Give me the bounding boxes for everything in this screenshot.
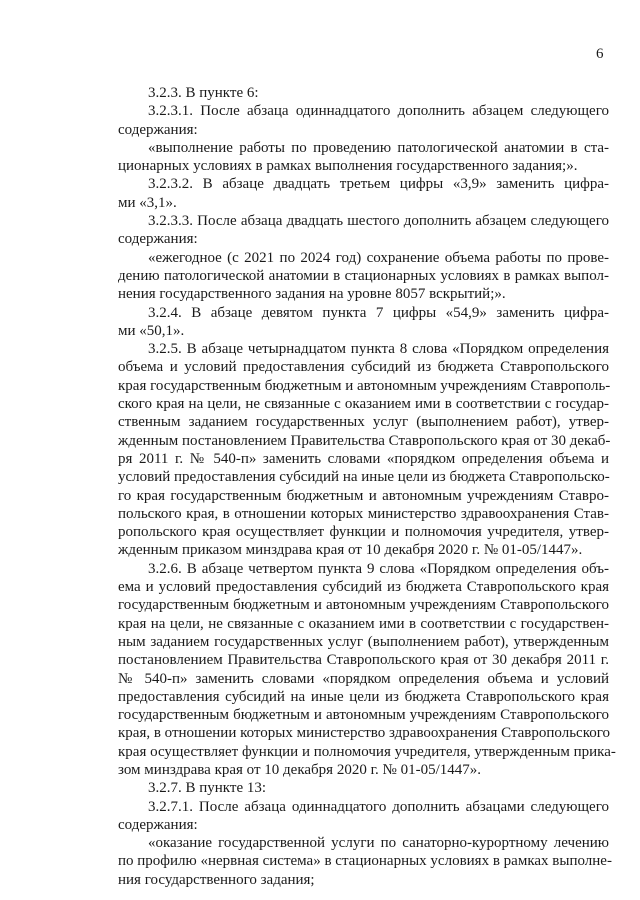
text-line: края государственным бюджетным и автономным учреждениям Ставрополь- — [118, 377, 611, 394]
text-line: ным заданием государственных услуг (выполнением работ), утвержденным — [118, 633, 609, 650]
text-line: содержания: — [118, 121, 198, 138]
text-line: дению патологической анатомии в стационарных условиях в рамках выпол- — [118, 267, 609, 284]
text-line: 3.2.4. В абзаце девятом пункта 7 цифры «54,9» заменить цифра- — [148, 304, 609, 321]
text-line: государственным бюджетным и автономным учреждениям Ставропольского — [118, 597, 609, 614]
text-line: 3.2.3.1. После абзаца одиннадцатого дополнить абзацем следующего — [148, 103, 609, 120]
text-line: содержания: — [118, 816, 198, 833]
text-line: 3.2.7.1. После абзаца одиннадцатого дополнить абзацами следующего — [148, 798, 609, 815]
text-line: ния государственного задания; — [118, 871, 315, 888]
text-line: 3.2.7. В пункте 13: — [148, 780, 267, 797]
text-line: края осуществляет функции и полномочия учредителя, утвержденным прика- — [118, 743, 616, 760]
text-line: содержания: — [118, 231, 198, 248]
text-line: государственным бюджетным и автономным учреждениям Ставропольского — [118, 707, 609, 724]
text-line: ционарных условиях в рамках выполнения государственного задания;». — [118, 158, 578, 175]
text-line: 3.2.6. В абзаце четвертом пункта 9 слова «Порядком определения объ- — [148, 560, 609, 577]
text-line: ского края на цели, не связанные с оказанием ими в соответствии с государ- — [118, 396, 609, 413]
text-line: 3.2.3.3. После абзаца двадцать шестого дополнить абзацем следующего — [148, 213, 609, 230]
text-line: 3.2.5. В абзаце четырнадцатом пункта 8 слова «Порядком определения — [148, 341, 609, 358]
text-line: 3.2.3.2. В абзаце двадцать третьем цифры «3,9» заменить цифра- — [148, 176, 609, 193]
page-number: 6 — [596, 46, 604, 62]
text-line: условий предоставления субсидий на иные цели из бюджета Ставропольско- — [118, 469, 610, 486]
text-line: № 540-п» заменить словами «порядком определения объема и условий — [118, 670, 609, 687]
text-line: края, в отношении которых министерство здравоохранения Ставропольского — [118, 725, 611, 742]
document-body — [118, 84, 616, 889]
text-line: ми «50,1». — [118, 322, 185, 339]
text-line: «ежегодное (с 2021 по 2024 год) сохранение объема работы по прове- — [148, 249, 609, 266]
text-line: жденным приказом минздрава края от 10 декабря 2020 г. № 01-05/1447». — [118, 542, 583, 559]
text-line: ми «3,1». — [118, 194, 177, 211]
text-line: жденным постановлением Правительства Ставропольского края от 30 декаб- — [118, 432, 611, 449]
text-line: ря 2011 г. № 540-п» заменить словами «порядком определения объема и — [118, 450, 609, 467]
text-line: зом минздрава края от 10 декабря 2020 г. № 01-05/1447». — [118, 761, 482, 778]
text-line: «оказание государственной услуги по санаторно-курортному лечению — [148, 835, 609, 852]
text-line: польского края, в отношении которых министерство здравоохранения Став- — [118, 505, 609, 522]
text-line: ственным заданием государственных услуг (выполнением работ), утвер- — [118, 414, 609, 431]
text-line: края на цели, не связанные с оказанием ими в соответствии с государствен- — [118, 615, 609, 632]
text-line: по профилю «нервная система» в стационарных условиях в рамках выполне- — [118, 853, 612, 870]
text-line: нения государственного задания на уровне 8057 вскрытий;». — [118, 286, 506, 303]
text-line: го края государственным бюджетным и автономным учреждениям Ставро- — [118, 487, 609, 504]
text-line: 3.2.3. В пункте 6: — [148, 85, 259, 101]
text-line: ема и условий предоставления субсидий из бюджета Ставропольского края — [118, 579, 609, 596]
text-line: ропольского края осуществляет функции и полномочия учредителя, утвер- — [118, 524, 609, 541]
text-line: объема и условий предоставления субсидий из бюджета Ставропольского — [118, 359, 609, 376]
text-line: «выполнение работы по проведению патологической анатомии в ста- — [148, 139, 609, 156]
text-line: постановлением Правительства Ставропольского края от 30 декабря 2011 г. — [118, 652, 609, 669]
text-line: предоставления субсидий на иные цели из бюджета Ставропольского края — [118, 688, 609, 705]
